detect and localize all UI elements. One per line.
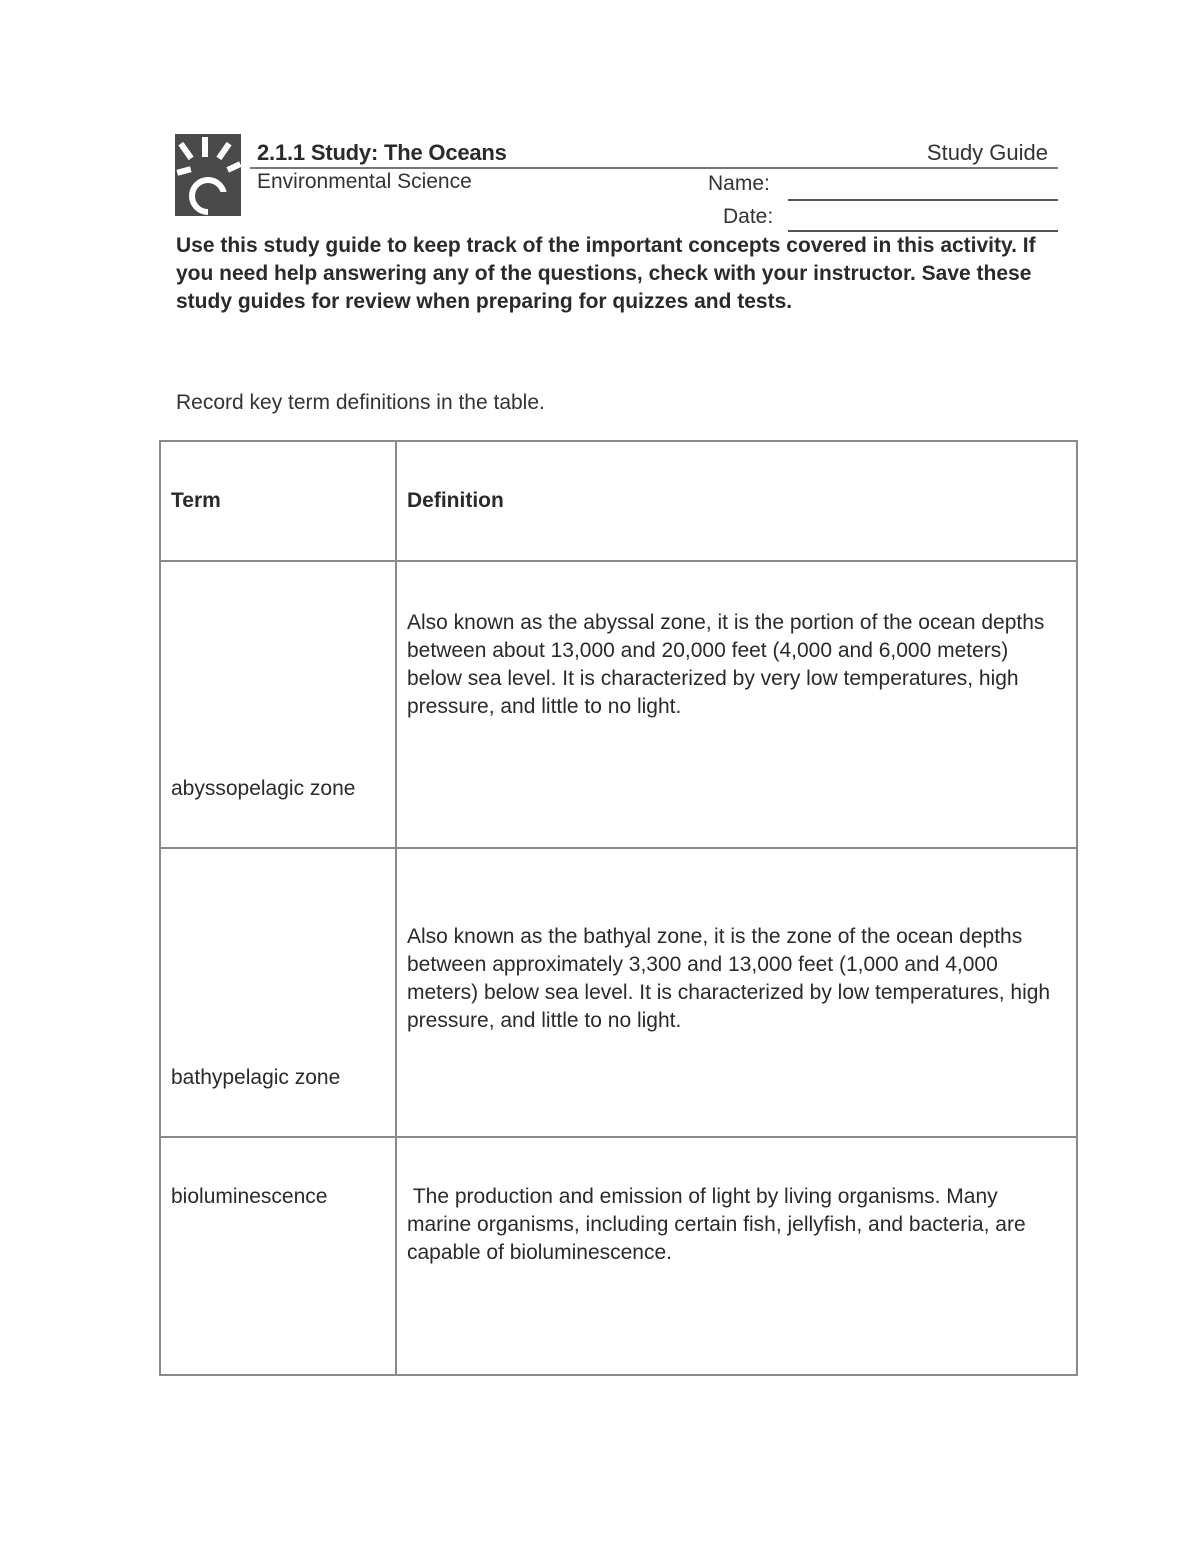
page-title: 2.1.1 Study: The Oceans [257, 140, 507, 165]
document-type-label: Study Guide [926, 140, 1048, 165]
term-text: bioluminescence [171, 1185, 328, 1208]
definition-column-header: Definition [396, 441, 1077, 561]
name-field[interactable] [788, 199, 1058, 201]
table-header-row [160, 441, 1077, 561]
definition-cell[interactable] [396, 1137, 1077, 1375]
publisher-logo-icon [175, 134, 241, 216]
subject-label: Environmental Science [257, 170, 472, 193]
term-cell[interactable] [160, 1137, 396, 1375]
table-instruction: Record key term definitions in the table. [176, 391, 545, 414]
intro-paragraph: Use this study guide to keep track of the important concepts covered in this activity. If you need help answering any of the questions, check with your instructor. Save these study guides for review when preparing for quizzes and tests. [176, 234, 1036, 313]
term-column-header: Term [160, 441, 396, 561]
definition-cell[interactable] [396, 848, 1077, 1137]
term-cell[interactable] [160, 561, 396, 848]
table-row [160, 561, 1077, 848]
header-divider [250, 167, 1058, 169]
term-cell[interactable] [160, 848, 396, 1137]
key-terms-table [159, 440, 1078, 1376]
date-label: Date: [723, 205, 774, 228]
definition-text: Also known as the abyssal zone, it is the portion of the ocean depths between about 13,000 and 20,000 feet (4,000 and 6,000 meters) below sea level. It is characterized by very low temperatures, high pressure, and little to no light. [407, 611, 1045, 718]
table-row [160, 1137, 1077, 1375]
definition-cell[interactable] [396, 561, 1077, 848]
definition-text: Also known as the bathyal zone, it is the zone of the ocean depths between approximately 3,300 and 13,000 feet (1,000 and 4,000 meters) below sea level. It is characterized by low temperatures, high pressure, and little to no light. [407, 925, 1051, 1032]
definition-text: The production and emission of light by living organisms. Many marine organisms, including certain fish, jellyfish, and bacteria, are capable of bioluminescence. [407, 1185, 1032, 1264]
term-text: abyssopelagic zone [171, 777, 356, 800]
name-label: Name: [708, 172, 770, 195]
term-text: bathypelagic zone [171, 1066, 341, 1089]
table-row [160, 848, 1077, 1137]
